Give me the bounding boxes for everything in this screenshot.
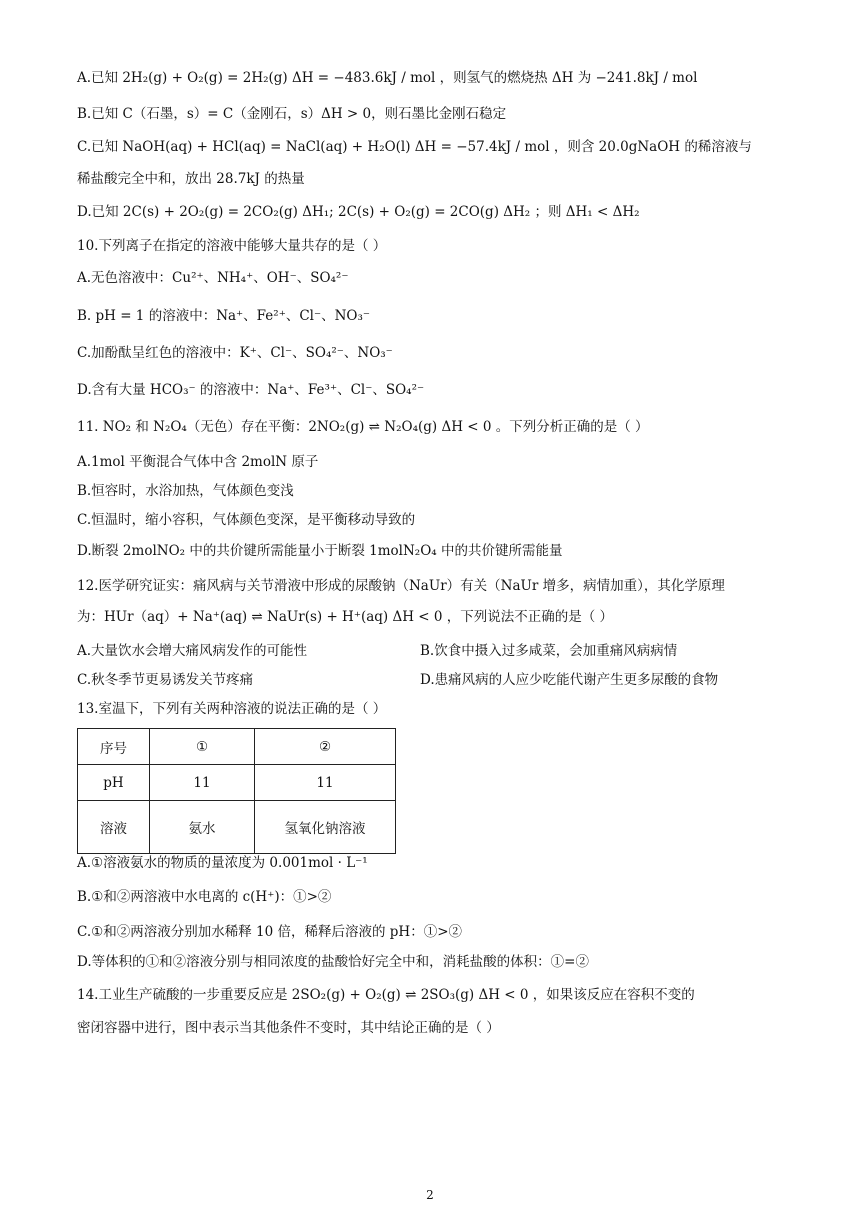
table-row	[78, 801, 396, 854]
q12-option-a: A.大量饮水会增大痛风病发作的可能性	[77, 643, 308, 659]
q10-stem: 10.下列离子在指定的溶液中能够大量共存的是（ ）	[77, 238, 387, 254]
table-row	[78, 765, 396, 801]
q13-option-b: B.①和②两溶液中水电离的 c(H⁺)：①>②	[77, 889, 332, 905]
q10-option-c: C.加酚酞呈红色的溶液中：K⁺、Cl⁻、SO₄²⁻、NO₃⁻	[77, 345, 393, 361]
q13-option-c: C.①和②两溶液分别加水稀释 10 倍，稀释后溶液的 pH：①>②	[77, 924, 463, 940]
table-cell: pH	[78, 765, 150, 801]
page-number: 2	[426, 1188, 434, 1202]
table-cell: 氨水	[150, 801, 255, 854]
q11-option-d: D.断裂 2molNO₂ 中的共价键所需能量小于断裂 1molN₂O₄ 中的共价键所需能量	[77, 543, 563, 559]
table-cell: 11	[255, 765, 396, 801]
q12-option-c: C.秋冬季节更易诱发关节疼痛	[77, 672, 254, 688]
q11-option-a: A.1mol 平衡混合气体中含 2molN 原子	[77, 454, 319, 470]
table-cell: ①	[150, 729, 255, 765]
q9-option-c: C.已知 NaOH(aq) + HCl(aq) = NaCl(aq) + H₂O(l) ΔH = −57.4kJ / mol ，则含 20.0gNaOH 的稀溶液与	[77, 139, 752, 155]
table-cell: 序号	[78, 729, 150, 765]
q11-option-b: B.恒容时，水浴加热，气体颜色变浅	[77, 483, 294, 499]
q12-stem: 12.医学研究证实：痛风病与关节滑液中形成的尿酸钠（NaUr）有关（NaUr 增多，病情加重），其化学原理	[77, 578, 725, 594]
table-cell: 11	[150, 765, 255, 801]
q14-stem-cont: 密闭容器中进行，图中表示当其他条件不变时，其中结论正确的是（ ）	[77, 1020, 500, 1036]
q9-option-b: B.已知 C（石墨，s）= C（金刚石，s）ΔH > 0，则石墨比金刚石稳定	[77, 106, 507, 122]
table-cell: 溶液	[78, 801, 150, 854]
q11-option-c: C.恒温时，缩小容积，气体颜色变深，是平衡移动导致的	[77, 512, 416, 528]
q13-option-d: D.等体积的①和②溶液分别与相同浓度的盐酸恰好完全中和，消耗盐酸的体积：①=②	[77, 954, 589, 970]
table-cell: 氢氧化钠溶液	[255, 801, 396, 854]
q12-option-b: B.饮食中摄入过多咸菜，会加重痛风病病情	[420, 643, 678, 659]
q10-option-b: B. pH = 1 的溶液中：Na⁺、Fe²⁺、Cl⁻、NO₃⁻	[77, 308, 371, 324]
q12-stem-cont: 为：HUr（aq）+ Na⁺(aq) ⇌ NaUr(s) + H⁺(aq) ΔH < 0 ，下列说法不正确的是（ ）	[77, 609, 614, 625]
q12-option-d: D.患痛风病的人应少吃能代谢产生更多尿酸的食物	[420, 672, 719, 688]
q14-stem: 14.工业生产硫酸的一步重要反应是 2SO₂(g) + O₂(g) ⇌ 2SO₃(g) ΔH < 0 ，如果该反应在容积不变的	[77, 987, 695, 1003]
table-cell: ②	[255, 729, 396, 765]
q9-option-d: D.已知 2C(s) + 2O₂(g) = 2CO₂(g) ΔH₁; 2C(s) + O₂(g) = 2CO(g) ΔH₂ ；则 ΔH₁ < ΔH₂	[77, 204, 640, 220]
q10-option-a: A.无色溶液中：Cu²⁺、NH₄⁺、OH⁻、SO₄²⁻	[77, 270, 349, 286]
q13-option-a: A.①溶液氨水的物质的量浓度为 0.001mol · L⁻¹	[77, 855, 368, 871]
q10-option-d: D.含有大量 HCO₃⁻ 的溶液中：Na⁺、Fe³⁺、Cl⁻、SO₄²⁻	[77, 382, 425, 398]
q11-stem: 11. NO₂ 和 N₂O₄（无色）存在平衡：2NO₂(g) ⇌ N₂O₄(g) ΔH < 0 。下列分析正确的是（ ）	[77, 419, 649, 435]
q13-stem: 13.室温下，下列有关两种溶液的说法正确的是（ ）	[77, 701, 387, 717]
table-row	[78, 729, 396, 765]
q13-table	[77, 728, 396, 854]
q9-option-c-cont: 稀盐酸完全中和，放出 28.7kJ 的热量	[77, 171, 305, 187]
q9-option-a: A.已知 2H₂(g) + O₂(g) = 2H₂(g) ΔH = −483.6kJ / mol ，则氢气的燃烧热 ΔH 为 −241.8kJ / mol	[77, 70, 698, 86]
